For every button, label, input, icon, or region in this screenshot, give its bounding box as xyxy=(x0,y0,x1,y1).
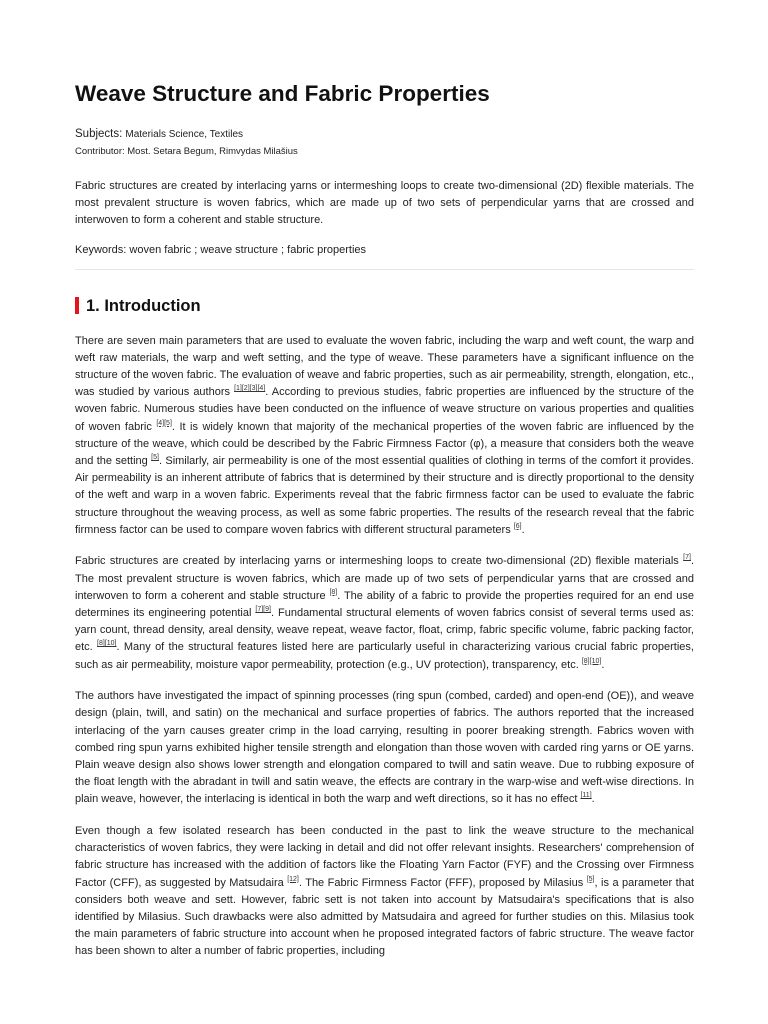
paragraph-text: Even though a few isolated research has been conducted in the past to link the weave structure to the mechanical characteristics of woven fabrics, they were lacking in detail and did not offer relevant insights. Researchers' comprehension of fabric structure has increased with the addition of factors like the Floating Yarn Factor (FYF) and the Crossing over Firmness Factor (CFF), as suggested by Matsudaira xyxy=(75,825,694,889)
citation-link[interactable]: [5] xyxy=(151,454,159,462)
citation-group xyxy=(234,385,265,392)
intro-paragraph-1 xyxy=(75,333,694,539)
paragraph-text: . The Fabric Firmness Factor (FFF), proposed by Milasius xyxy=(298,876,587,889)
paragraph-text: There are seven main parameters that are used to evaluate the woven fabric, including the warp and weft count, the warp and weft raw materials, the warp and weft setting, and the type of weave. These parameters have a significant influence on the structure of the woven fabric. The evaluation of weave and fabric properties, such as air permeability, strength, elongation, etc., was studied by various authors xyxy=(75,334,694,399)
paragraph-text: . Similarly, air permeability is one of the most essential qualities of clothing in terms of the comfort it provides. Air permeability is an inherent attribute of fabrics that is determined by their structure and is directly proportional to the density of the weft and warp in a woven fabric. Experiments reveal that the fabric firmness factor can be used to evaluate the fabric structure throughout the weaving process, as well as some fabric properties. The results of the research reveal that the fabric firmness factor can be used to compare woven fabrics with different structural parameters xyxy=(75,455,694,536)
citation-link[interactable]: [4] xyxy=(156,419,165,427)
citation-group xyxy=(151,454,159,461)
intro-paragraph-3 xyxy=(75,688,694,808)
citation-link[interactable]: [1] xyxy=(234,385,242,393)
subjects-value[interactable]: Materials Science, Textiles xyxy=(125,129,244,140)
paragraph-text: The authors have investigated the impact of spinning processes (ring spun (combed, carded) and open-end (OE)), and weave design (plain, twill, and satin) on the mechanical and surface properties of fabrics. The authors reported that the increased interlacing of the yarn causes greater crimp in the load carrying, resulting in poorer breaking strength. Fabrics woven with combed ring spun yarns exhibited higher tensile strength and elongation than those woven with carded ring yarns or OE yarns. Plain weave design also shows lower strength and elongation compared to twill and satin weave. Due to rubbing exposure of the float length with the abradant in twill and satin weave, the effects are contrary in the warp-wise and weft-wise directions. In plain weave, however, the interlacing is identical in both the warp and weft directions, so it has no effect xyxy=(75,690,694,806)
paragraph-text: . The ability of a fabric to provide the properties required for an end use determines its engineering potential xyxy=(75,589,694,620)
citation-link[interactable]: [5] xyxy=(164,419,172,427)
citation-link[interactable]: [4] xyxy=(257,385,266,393)
citation-group xyxy=(580,792,591,799)
citation-link[interactable]: [5] xyxy=(586,875,595,883)
abstract: Fabric structures are created by interlacing yarns or intermeshing loops to create two-dimensional (2D) flexible materials. The most prevalent structure is woven fabrics, which are made up of two sets of perpendicular yarns that are crossed and interwoven to form a coherent and stable structure. xyxy=(75,180,694,227)
citation-link[interactable]: [10] xyxy=(104,640,117,648)
citation-link[interactable]: [3] xyxy=(249,385,258,393)
section-accent-bar xyxy=(75,297,79,314)
section-title: 1. Introduction xyxy=(86,296,201,315)
paragraph-text: Fabric structures are created by interlacing yarns or intermeshing loops to create two-dimensional (2D) flexible materials xyxy=(75,555,684,568)
paragraph-text: . Fundamental structural elements of woven fabrics consist of several terms used as: yarn count, thread density, areal density, weave repeat, weave factor, float, crimp, fabric specific volume, fabric packing factor, etc. xyxy=(75,607,694,654)
article-title: Weave Structure and Fabric Properties xyxy=(75,81,490,106)
paragraph-text: . Many of the structural features listed here are particularly useful in characterizing various crucial fabric properties, such as air permeability, moisture vapor permeability, protection (e.g., UV protection), transparency, etc. xyxy=(75,641,694,671)
citation-link[interactable]: [6] xyxy=(513,522,522,530)
paragraph-text: . xyxy=(591,793,595,806)
citation-link[interactable]: [8] xyxy=(97,640,105,648)
citation-link[interactable]: [10] xyxy=(589,657,602,665)
citation-group xyxy=(255,606,271,613)
subjects-line xyxy=(75,127,694,142)
section-heading xyxy=(75,296,694,316)
citation-group xyxy=(582,658,601,665)
citation-group xyxy=(587,876,595,883)
citation-link[interactable]: [8] xyxy=(581,657,590,665)
citation-link[interactable]: [7] xyxy=(683,554,691,562)
citation-link[interactable]: [2] xyxy=(241,385,250,393)
paragraph-text: . xyxy=(521,523,525,536)
article-content xyxy=(75,80,694,961)
citation-link[interactable]: [8] xyxy=(329,588,338,596)
subjects-label: Subjects: xyxy=(75,128,123,140)
paragraph-text: , is a parameter that considers both weave and sett. However, fabric sett is not taken into account by Matsudaira's specifications that is also identified by Milasius. Such drawbacks were also admitted by Matsudaira and agreed for further studies on this. Milasius took the main parameters of fabric structure into account when he proposed integrated factors of fabric structure. The weave factor has been shown to alter a number of fabric properties, including xyxy=(75,876,694,958)
citation-group xyxy=(514,523,522,530)
section-body xyxy=(75,333,694,961)
paragraph-text: . It is widely known that majority of the mechanical properties of the woven fabric are influenced by the structure of the weave, which could be described by the Fabric Firmness Factor (φ), a measure that considers both the weave and the setting xyxy=(75,420,694,468)
keywords: Keywords: woven fabric ; weave structure ; fabric properties xyxy=(75,243,367,256)
intro-paragraph-4 xyxy=(75,823,694,961)
citation-link[interactable]: [12] xyxy=(287,875,299,883)
paragraph-text: . xyxy=(601,658,605,671)
citation-group xyxy=(97,640,116,647)
paragraph-text: . According to previous studies, fabric properties are influenced by the structure of the woven fabric. Numerous studies have been conducted on the influence of weave structure on various properties and qualities of woven fabric xyxy=(75,386,694,433)
paragraph-text: . The most prevalent structure is woven fabrics, which are made up of two sets of perpendicular yarns that are crossed and interwoven to form a coherent and stable structure xyxy=(75,555,694,602)
citation-group xyxy=(287,876,299,883)
contributor-line: Contributor: Most. Setara Begum, Rimvydas Milašius xyxy=(75,146,298,157)
citation-link[interactable]: [7] xyxy=(255,606,264,614)
citation-link[interactable]: [9] xyxy=(263,606,271,614)
divider xyxy=(75,269,694,270)
citation-group xyxy=(683,554,691,561)
citation-group xyxy=(156,420,172,427)
citation-link[interactable]: [11] xyxy=(580,792,592,800)
intro-paragraph-2 xyxy=(75,553,694,673)
